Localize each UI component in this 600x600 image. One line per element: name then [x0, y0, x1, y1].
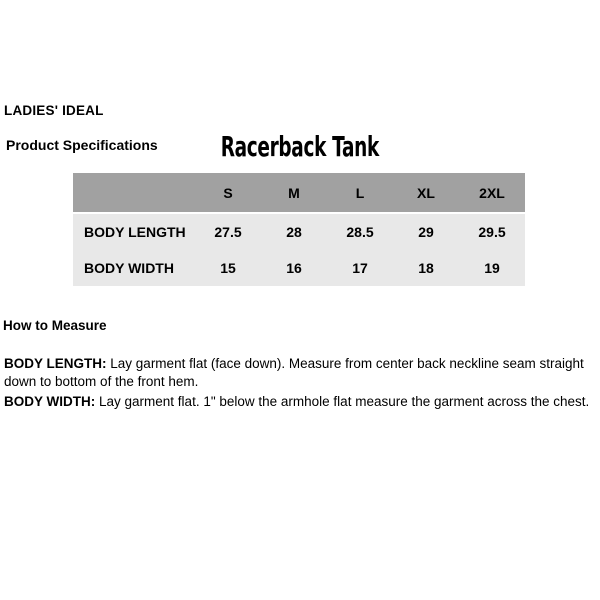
size-header-l: L	[327, 173, 393, 214]
size-header-s: S	[195, 173, 261, 214]
size-header-m: M	[261, 173, 327, 214]
row-label: BODY LENGTH	[73, 214, 195, 250]
row-label: BODY WIDTH	[73, 250, 195, 286]
product-title-text: Racerback Tank	[220, 130, 380, 163]
cell-body-width-l: 17	[327, 250, 393, 286]
body-length-instruction	[4, 355, 598, 391]
body-width-instruction	[4, 393, 598, 411]
size-table-header-row	[73, 173, 525, 214]
size-header-2xl: 2XL	[459, 173, 525, 214]
cell-body-width-s: 15	[195, 250, 261, 286]
instructions-block	[4, 355, 598, 413]
table-row-body-width	[73, 250, 525, 286]
table-row-body-length	[73, 214, 525, 250]
cell-body-length-m: 28	[261, 214, 327, 250]
brand-label: LADIES' IDEAL	[4, 103, 104, 118]
instruction-term: BODY WIDTH:	[4, 394, 96, 409]
size-header-empty	[73, 173, 195, 214]
cell-body-length-l: 28.5	[327, 214, 393, 250]
cell-body-length-2xl: 29.5	[459, 214, 525, 250]
product-title	[0, 130, 600, 163]
size-header-xl: XL	[393, 173, 459, 214]
cell-body-length-xl: 29	[393, 214, 459, 250]
size-table	[73, 173, 525, 286]
cell-body-width-m: 16	[261, 250, 327, 286]
cell-body-width-2xl: 19	[459, 250, 525, 286]
instruction-text: Lay garment flat (face down). Measure from center back neckline seam straight down to bottom of the front hem.	[4, 356, 584, 389]
instruction-term: BODY LENGTH:	[4, 356, 107, 371]
cell-body-width-xl: 18	[393, 250, 459, 286]
cell-body-length-s: 27.5	[195, 214, 261, 250]
how-to-measure-heading: How to Measure	[3, 318, 107, 333]
section-label: Product Specifications	[6, 137, 158, 153]
instruction-text: Lay garment flat. 1" below the armhole flat measure the garment across the chest.	[99, 394, 590, 409]
